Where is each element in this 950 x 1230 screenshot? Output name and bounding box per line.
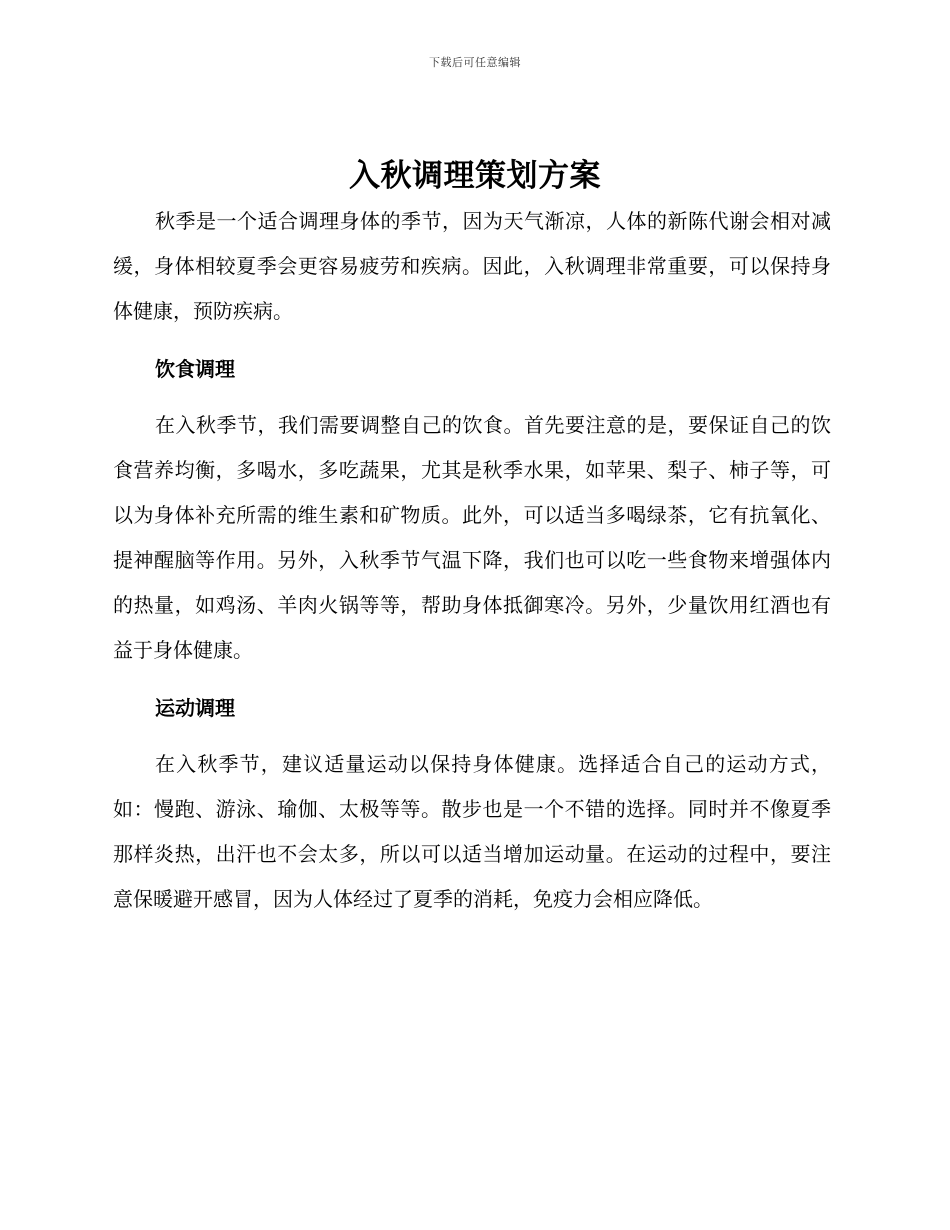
section-paragraph-diet: 在入秋季节，我们需要调整自己的饮食。首先要注意的是，要保证自己的饮食营养均衡，多喝水，多吃蔬果，尤其是秋季水果，如苹果、梨子、柿子等，可以为身体补充所需的维生素和矿物质。此外，可以适当多喝绿茶，它有抗氧化、提神醒脑等作用。另外，入秋季节气温下降，我们也可以吃一些食物来增强体内的热量，如鸡汤、羊肉火锅等等，帮助身体抵御寒冷。另外，少量饮用红酒也有益于身体健康。: [113, 413, 831, 662]
header-note: 下载后可任意编辑: [429, 56, 521, 69]
section-heading-diet: 饮食调理: [155, 357, 235, 381]
document-title: 入秋调理策划方案: [349, 158, 601, 194]
section-heading-exercise: 运动调理: [155, 696, 235, 720]
intro-paragraph: 秋季是一个适合调理身体的季节，因为天气渐凉，人体的新陈代谢会相对减缓，身体相较夏季会更容易疲劳和疾病。因此，入秋调理非常重要，可以保持身体健康，预防疾病。: [113, 209, 831, 323]
section-paragraph-exercise: 在入秋季节，建议适量运动以保持身体健康。选择适合自己的运动方式，如：慢跑、游泳、瑜伽、太极等等。散步也是一个不错的选择。同时并不像夏季那样炎热，出汗也不会太多，所以可以适当增加运动量。在运动的过程中，要注意保暖避开感冒，因为人体经过了夏季的消耗，免疫力会相应降低。: [113, 752, 831, 911]
